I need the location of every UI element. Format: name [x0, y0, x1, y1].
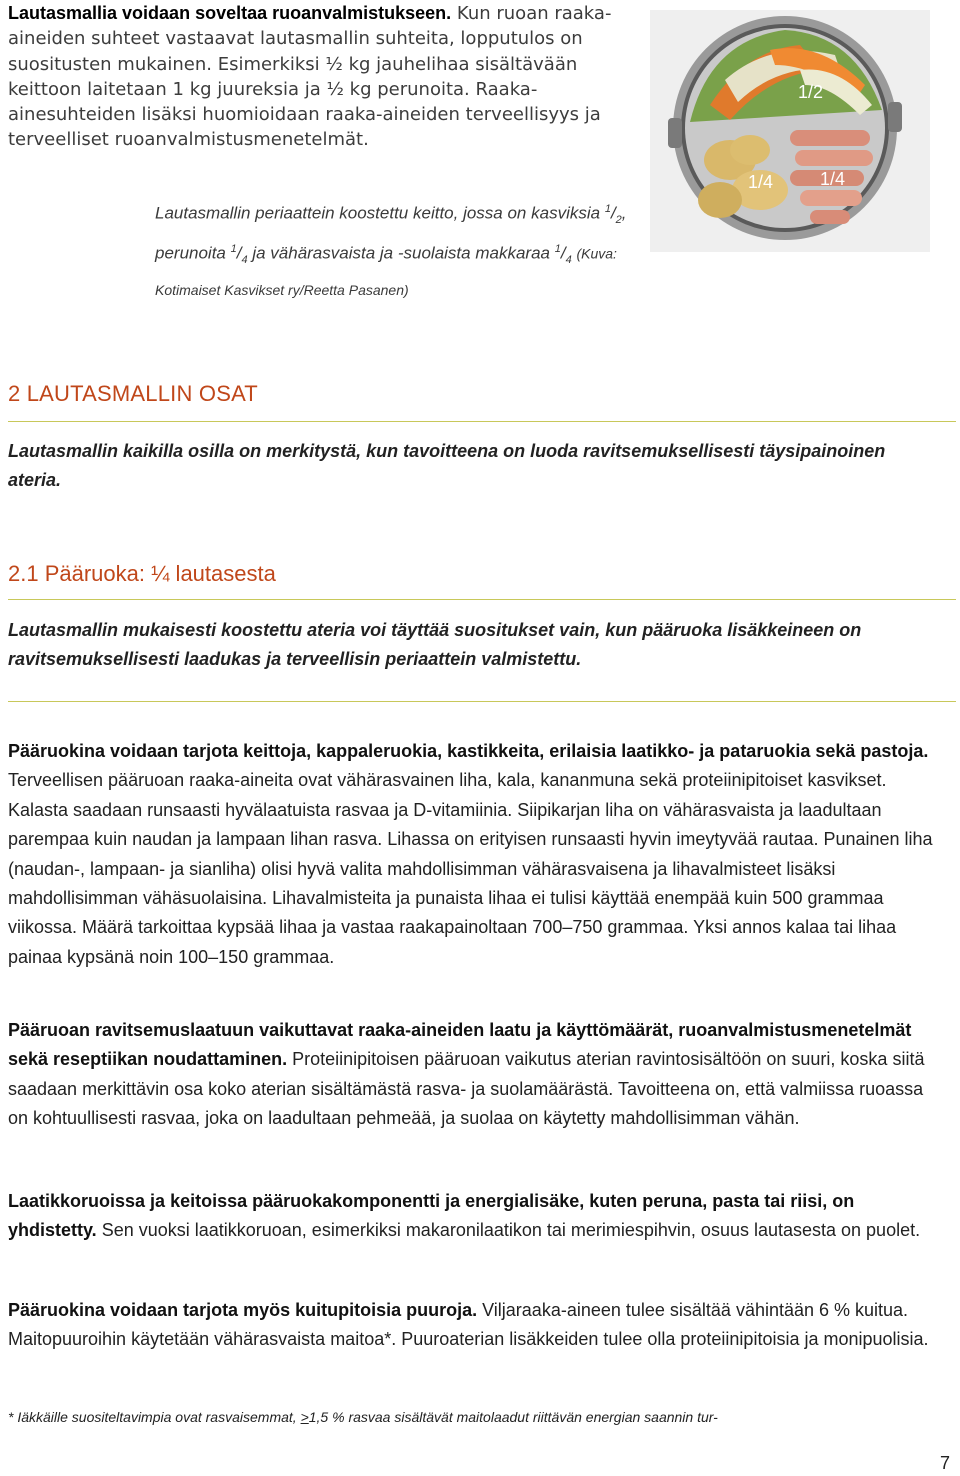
section-2-heading: 2 LAUTASMALLIN OSAT	[8, 381, 258, 406]
label-quarter-left: 1/4	[748, 172, 774, 192]
section-2-lead: Lautasmallin kaikilla osilla on merkitystä, kun tavoitteena on luoda ravitsemuksellisesti täysipainoinen ateria.	[8, 441, 886, 490]
paragraph-nutrition-quality	[8, 1016, 943, 1134]
caption-frac-num: 1	[554, 243, 561, 256]
photo-caption: Lautasmallin periaattein koostettu keitto, jossa on kasviksia $^1/_2$, perunoita $^1/_4$ ja vähärasvaista ja -suolaista makkaraa $^1/_4$ (Kuva: Kotimaiset Kasvikset ry/Reetta Pasanen)	[155, 203, 627, 299]
paragraph-bold: Laatikkoruoissa ja keitoissa pääruokakomponentti ja energialisäke, kuten peruna, pasta tai riisi, on yhdistetty.	[8, 1191, 855, 1241]
paragraph-text: Sen vuoksi laatikkoruoan, esimerkiksi makaronilaatikon tai merimiespihvin, osuus lautasesta on puolet.	[96, 1220, 921, 1241]
paragraph-main-courses	[8, 737, 943, 972]
paragraph-text: Proteiinipitoisen pääruoan vaikutus aterian ravintosisältöön on suuri, koska siitä saadaan merkittävin osa koko aterian sisältämästä rasva- ja suolamäärästä. Tavoitteena on, että valmiissa ruoassa on kohtuullisesti rasvaa, joka on laadultaan pehmeää, ja suolaa on käytetty mahdollisimman vähän.	[8, 1049, 925, 1129]
caption-frac-num: 1	[230, 243, 237, 256]
intro-paragraph	[8, 1, 628, 153]
paragraph-casseroles	[8, 1187, 943, 1246]
paragraph-bold: Pääruokina voidaan tarjota keittoja, kappaleruokia, kastikkeita, erilaisia laatikko- ja pataruokia sekä pastoja.	[8, 741, 929, 761]
caption-part3: ja vähärasvaista ja -suolaista makkaraa	[247, 243, 550, 263]
caption-part2: , perunoita	[155, 203, 627, 263]
soup-pot-illustration	[650, 10, 930, 252]
section-2-1-divider	[8, 599, 956, 600]
section-2-1-heading: 2.1 Pääruoka: ¼ lautasesta	[8, 561, 276, 586]
photo-credit: (Kuva: Kotimaiset Kasvikset ry/Reetta Pasanen)	[155, 245, 617, 299]
footnote	[8, 1409, 938, 1425]
caption-part1: Lautasmallin periaattein koostettu keitto, jossa on kasviksia	[155, 203, 601, 223]
intro-text-2: Raaka-ainesuhteiden lisäksi huomioidaan raaka-aineiden terveellisyys ja terveelliset ruoanvalmistusmenetelmät.	[8, 78, 601, 151]
page-number: 7	[940, 1453, 951, 1473]
section-2-divider	[8, 421, 956, 422]
label-half: 1/2	[798, 82, 824, 102]
paragraph-porridges	[8, 1296, 943, 1355]
soup-pot-photo	[650, 10, 930, 252]
paragraph-text: Terveellisen pääruoan raaka-aineita ovat vähärasvainen liha, kala, kananmuna sekä proteiinipitoiset kasvikset. Kalasta saadaan runsaasti hyvälaatuista rasvaa ja D-vitamiinia. Siipikarjan liha on vähärasvaista ja laadultaan parempaa kuin naudan ja lampaan lihan rasva. Lihassa on erityisen runsaasti hyvin imeytyvää rautaa. Punainen liha (naudan-, lampaan- ja sianliha) olisi hyvä valita mahdollisimman vähärasvaisena ja lihavalmisteet lisäksi mahdollisimman vähäsuolaisina. Lihavalmisteita ja punaista lihaa ei tulisi käyttää enempää kuin 500 grammaa viikossa. Määrä tarkoittaa kypsää lihaa ja vastaa raakapainoltaan 700–750 grammaa. Yksi annos kalaa tai lihaa painaa kypsänä noin 100–150 grammaa.	[8, 770, 933, 967]
caption-frac-den: 4	[565, 254, 572, 267]
footnote-pre: * Iäkkäille suositeltavimpia ovat rasvaisemmat,	[8, 1409, 301, 1425]
footnote-symbol: >	[300, 1409, 309, 1425]
section-2-1-lead-divider	[8, 701, 956, 702]
intro-bold: Lautasmallia voidaan soveltaa ruoanvalmistukseen.	[8, 3, 452, 23]
caption-frac-num: 1	[604, 203, 611, 215]
caption-frac-den: 4	[241, 254, 248, 267]
intro-text: Kun ruoan raaka-aineiden suhteet vastaavat lautasmallin suhteita, lopputulos on suositusten mukainen. Esimerkiksi ½ kg jauhelihaa sisältävään keittoon laitetaan 1 kg juureksia ja ½ kg perunoita.	[8, 3, 612, 100]
section-2-1-lead: Lautasmallin mukaisesti koostettu ateria voi täyttää suositukset vain, kun pääruoka lisäkkeineen on ravitsemuksellisesti laadukas ja terveellisin periaattein valmistettu.	[8, 620, 862, 669]
footnote-post: 1,5 % rasvaa sisältävät maitolaadut riittävän energian saannin tur-	[308, 1409, 718, 1425]
paragraph-bold: Pääruoan ravitsemuslaatuun vaikuttavat raaka-aineiden laatu ja käyttömäärät, ruoanvalmistusmenetelmät sekä reseptiikan noudattaminen.	[8, 1020, 912, 1070]
paragraph-bold: Pääruokina voidaan tarjota myös kuitupitoisia puuroja.	[8, 1300, 478, 1320]
paragraph-text: Viljaraaka-aineen tulee sisältää vähintään 6 % kuitua. Maitopuuroihin käytetään vähärasvaista maitoa*. Puuroaterian lisäkkeiden tulee olla proteiinipitoisia ja monipuolisia.	[8, 1300, 929, 1350]
caption-frac-den: 2	[615, 214, 622, 227]
label-quarter-right: 1/4	[820, 169, 846, 189]
